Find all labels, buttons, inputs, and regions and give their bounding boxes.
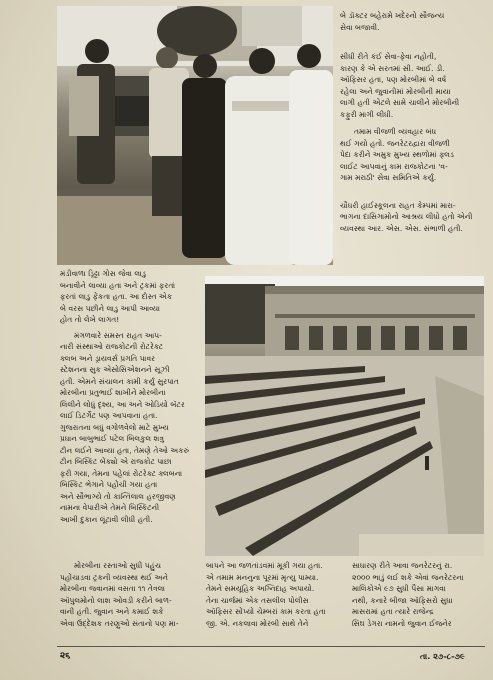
text-line: બિસ્કિટ ભેગાને પહોંચી ગયા હતા [60, 480, 158, 489]
text-line: લાઈટ આપવાનું કામ રાજકોટના 'વ- [340, 161, 448, 171]
text-line: ટીન લઈને આવ્યા હતા, તેમણે તેઓ અકરું [60, 445, 190, 455]
text-line: લાઈ ડિટર્ગેટ પણ આપવાના હતા. [60, 411, 158, 420]
text-line: અને સૌભાગ્યે તો કાન્તિલાલ હરજીવણ [60, 491, 176, 501]
text-line: વાની હતી. જુવાન અને કમાઈ શકે [60, 607, 164, 616]
text-line: એ તમામ મનનુના પૂરમાં મૃત્યુ પામ્યા. [206, 572, 319, 582]
text-line: પ્રધાન બાબુભાઈ પટેલ બિલકુલ શત્રુ [60, 434, 164, 443]
text-line: કારણ કે એ સરતમાં સી. આઈ. ડી. [340, 63, 445, 73]
text-line: ઑફિસર સોંપ્યો ચેમ્બરાં કામ કરતા હતા [206, 607, 326, 616]
text-line: તેમને સમયૂહિક અગ્નિદાહ અપાયો. [206, 584, 315, 593]
text-line: મોરબીના પ્રતુભાઈ શાખીને મોરબીના [60, 388, 166, 397]
text-line: એવા ઉદ્દેશક તરણુઓ સંતાનો પણ મા- [60, 618, 179, 628]
text-line: મોરબીના જવાનમાં વસતા ૧૧ તેત્રલા [60, 584, 165, 593]
page-number: ૨૬ [60, 651, 71, 661]
text-line: મંડીવાળા ડ્રિટ્ટા ગોસ જેવા લાડુ [60, 269, 147, 278]
text-line: જી. એ. નકલાવા મોરબી સાથે તેને [206, 618, 309, 628]
text-line: લાગી હતી એટલે સામે ચાલીને મોરબીની [340, 98, 460, 107]
text-line: હતી. એમને સંચાલન કામી કર્યું સુરપાત [60, 376, 179, 386]
text-line: સિંઘ ડેગરા નામનો જુવાન ઈજનેર [352, 618, 452, 628]
text-line: મોરબીના રસ્તાઓ સુધી પહુંચ [74, 561, 161, 570]
text-line: ફરતાં લાડુ ફેંકતા હતા. આ દોસ્ત એક [60, 292, 173, 301]
text-line: ટીન બિસ્કિટ બેંક્યો એ રાજકોટ પાછા [60, 457, 172, 466]
photo-people-standing-image [57, 6, 333, 265]
text-line: નામના વેપારીએ તેમને બિસ્કિટની [60, 503, 160, 512]
text-line: હોત તો લેખે લાગત! [60, 315, 120, 324]
photo-strip-bottom [359, 534, 484, 556]
bottom-column-1 [60, 560, 200, 629]
right-column-text [340, 10, 486, 234]
text-line: સીધી રીતે કંઈ સેવા-ફેવા નહોતી, [340, 52, 437, 61]
text-line: નારી સંસ્થાઓ રાજકોટની રોટરેક્ટ [60, 342, 164, 351]
left-column-text [60, 268, 200, 525]
text-line: થઈ ગયો હતો. જનરેટરદ્વારા વીજળી [340, 138, 450, 148]
text-line: ૨૦૦૦ ભાડું લઈ શકે એવાં જનરેટરના [352, 572, 464, 582]
text-line: તેના ચાર્જમાં એક તસલીલ પોલીસ [206, 595, 309, 605]
photo-crowd-courtyard-image [205, 276, 484, 556]
text-line: બનાવીને લાવ્યા હતા અને ટ્રકમાં ફરતાં [60, 280, 176, 290]
text-line: બે વરસ પછીને લાડુ આપી આવ્યા [60, 303, 160, 313]
photo-people-standing [57, 6, 333, 265]
text-line: નથી, કનારે બીજા ઑફિસરો સુધા [352, 595, 453, 605]
text-line: મંગળવારે સમસ્ત રાહત આપ- [74, 330, 162, 340]
text-line: ચૌધરી હાઈસ્કૂલના રાહત કેમ્પમાં મારા- [340, 200, 456, 210]
text-line: વ્યવસ્થા આર. એસ. એસ. સંભાળી હતી. [340, 223, 463, 233]
bottom-column-2 [206, 560, 346, 629]
text-line: પેદા કરીને અમુક મુખ્ય સ્થળોમાં ફ્લડ [340, 150, 454, 159]
text-line: માલિકોએ ૯૭ સુધી પૈસા માગવા [352, 584, 446, 593]
issue-date: તા. ૨૭-૮-૭૯ [420, 652, 465, 661]
text-line: માસરામાં હતા ત્યારે રાજેન્દ્ર [352, 607, 434, 616]
text-line: બે ડૉક્ટર બહેરામે ખદેરનો સૌજન્ય [340, 11, 445, 20]
footer-rule [57, 646, 485, 647]
text-line: તમામ વીજળી વ્યવહાર બંધ [354, 127, 437, 136]
photo-crowd-courtyard [205, 276, 484, 556]
text-line: ગુજરાતના બધું વગોળવેલો માટે મુખ્ય [60, 422, 169, 432]
text-line [340, 33, 486, 37]
text-line: ફરી ગયા, તેમના પહેલાં રોટરેક્ટ ક્લબના [60, 468, 183, 478]
text-line: ઑફિસર હતા, પણ મોરબીમાં બે વર્ષ [340, 75, 447, 84]
text-line: ઑપુલમોનો લાશ ઓવડી કરીને બાળ- [60, 595, 172, 605]
text-line: રહેલા અને જુવાનીમાં મોરબીની માયા [340, 86, 451, 96]
text-line: સ્ટેશનના સુક એસોસિએશનને સૂઝી [60, 365, 170, 374]
text-line [340, 184, 486, 190]
text-line: આખી દુકાન લૂંટાવી લીધી હતી. [60, 514, 153, 524]
text-line: કફુરી માગી લીધી. [340, 109, 394, 119]
text-line: ભાગના દાસિગામોનો આશ્રય લીધો હતો એની [340, 212, 473, 221]
bottom-column-3 [352, 560, 486, 629]
text-line: બાપને આ જળતાંડવમાં મૂકી ગયા હતા. [206, 561, 323, 570]
text-line: સાધારણ રીતે આવા જનરેટરનું રા. [352, 561, 453, 570]
text-line: ક્લબ અને ડ્રાયવર્સ પ્રગતિ પાવર [60, 353, 156, 363]
text-line: ગામ મરાઠી' સેવા સમિતિએ કર્યું. [340, 173, 437, 182]
text-line: પહોંચાડવા ટ્રકની વ્યવસ્થા થઈ અને [60, 572, 169, 582]
text-line: સેવા બજાવી. [340, 22, 380, 32]
text-line: લિલીને લોધું દૃશ્ય, આ અને ઓડિયો બૅટર [60, 399, 185, 409]
